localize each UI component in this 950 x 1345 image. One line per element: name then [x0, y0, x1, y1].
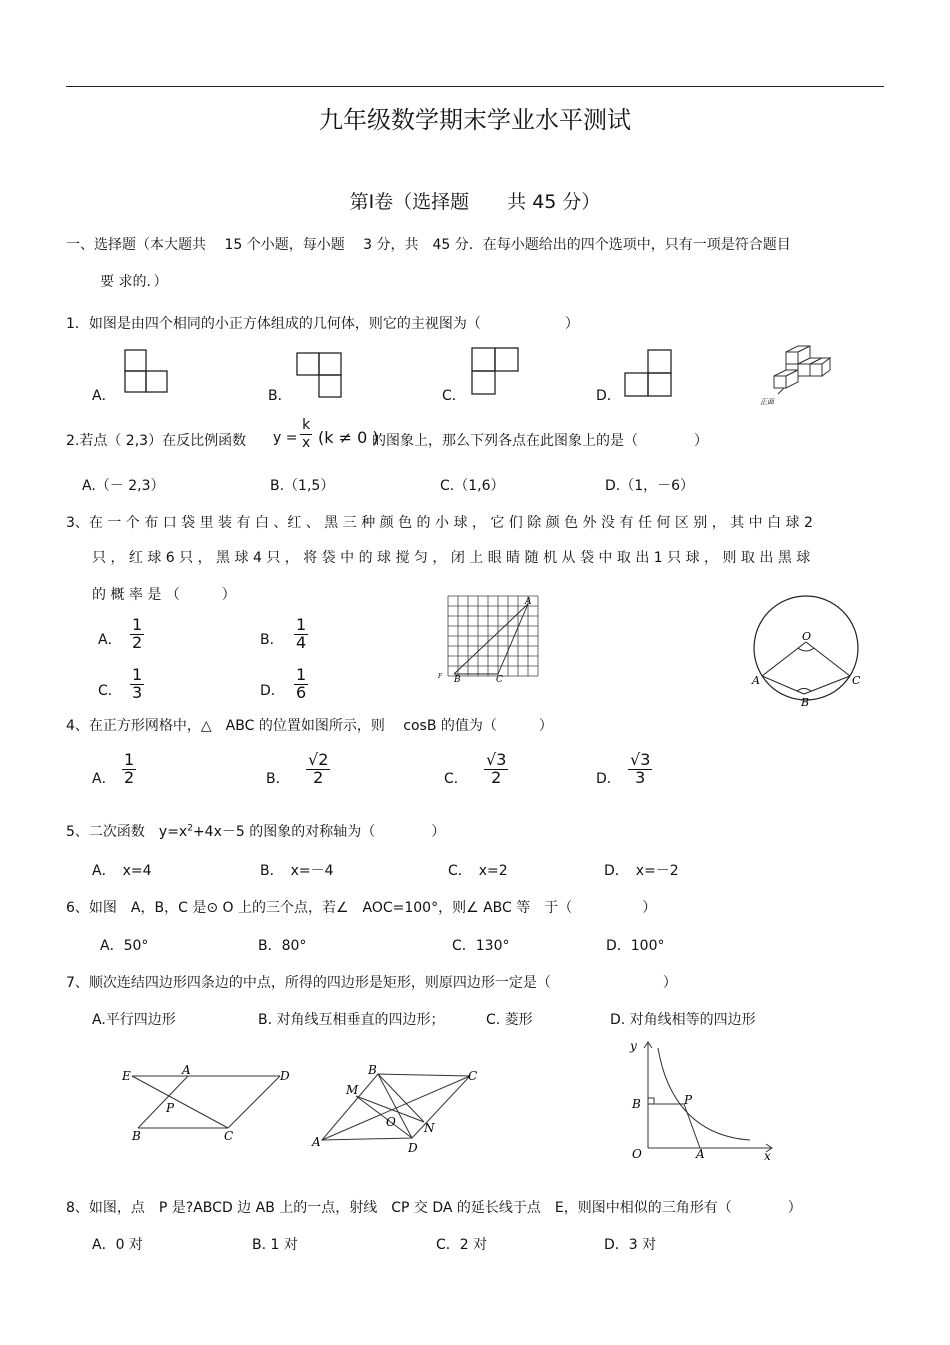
- hyper-label-b: B: [632, 1097, 641, 1111]
- q2-frac-den: x: [302, 434, 311, 451]
- q4-a-num: 1: [124, 750, 135, 769]
- q2-option-c: C.（1,6）: [440, 478, 505, 494]
- q3-option-b-frac: [294, 617, 308, 652]
- q8-option-c: C．2 对: [436, 1237, 488, 1253]
- circle-label-c: C: [852, 674, 861, 687]
- q3-option-b-label: B．: [260, 632, 284, 648]
- q8-option-a: A．0 对: [92, 1237, 143, 1253]
- q6-option-b: B．80°: [258, 938, 307, 954]
- rhombus-label-d: D: [408, 1141, 418, 1155]
- q4-d-num: √3: [630, 750, 651, 769]
- q1-text: 1．如图是由四个相同的小正方体组成的几何体，则它的主视图为（ ）: [66, 316, 579, 332]
- section-heading-cont: 要 求的．）: [100, 274, 168, 290]
- circle-label-a: A: [752, 674, 760, 687]
- q3-line3: 的 概 率 是 （ ）: [92, 587, 236, 603]
- q8-option-d: D．3 对: [604, 1237, 657, 1253]
- q3-c-num: 1: [132, 665, 143, 684]
- q8-text: 8、如图，点 P 是?ABCD 边 AB 上的一点，射线 CP 交 DA 的延长线于点 E，则图中相似的三角形有（ ）: [66, 1200, 802, 1216]
- rhombus-label-b: B: [368, 1063, 377, 1077]
- q2-text-start: 2.若点（ 2,3）在反比例函数: [66, 433, 247, 449]
- q3-d-den: 6: [296, 682, 307, 702]
- q6-option-c: C．130°: [452, 938, 510, 954]
- q2-option-d: D.（1，－6）: [605, 478, 695, 494]
- q3-option-d-frac: [294, 667, 308, 702]
- q1-solid-figure: [756, 342, 834, 408]
- q1-view-d-figure: [624, 348, 676, 398]
- q5-option-a: A． x=4: [92, 863, 152, 879]
- hyperbola-figure: [622, 1036, 782, 1162]
- q7-option-d: D. 对角线相等的四边形: [610, 1012, 756, 1028]
- q3-option-c-label: C．: [98, 683, 122, 699]
- grid-label-a: A: [525, 597, 532, 607]
- q7-text: 7、顺次连结四边形四条边的中点，所得的四边形是矩形，则原四边形一定是（ ）: [66, 975, 677, 991]
- q3-option-a-frac: [130, 617, 144, 652]
- hyper-label-y: y: [630, 1039, 637, 1053]
- q6-option-d: D．100°: [606, 938, 665, 954]
- page-title: 九年级数学期末学业水平测试: [319, 106, 631, 134]
- hyper-label-p: P: [684, 1093, 693, 1107]
- q8-option-b: B. 1 对: [252, 1237, 298, 1253]
- hyper-label-o: O: [632, 1147, 642, 1161]
- para-label-a: A: [182, 1063, 191, 1077]
- q3-a-num: 1: [132, 615, 143, 634]
- q4-b-den: 2: [313, 767, 324, 787]
- q1-option-d: D．: [596, 388, 621, 404]
- q3-b-num: 1: [296, 615, 307, 634]
- grid-label-b: B: [454, 675, 461, 685]
- q7-option-c: C. 菱形: [486, 1012, 533, 1028]
- q4-text: 4、在正方形网格中，△ ABC 的位置如图所示，则 cosB 的值为（ ）: [66, 718, 553, 734]
- q3-b-den: 4: [296, 632, 307, 652]
- grid-label-c: C: [496, 675, 503, 685]
- part-title: 第Ⅰ卷（选择题 共 45 分）: [349, 191, 601, 213]
- rhombus-figure: [308, 1060, 488, 1156]
- para-label-e: E: [122, 1069, 131, 1083]
- q4-d-den: 3: [635, 767, 646, 787]
- q5-superscript: 2: [187, 823, 193, 834]
- q3-line2: 只 ， 红 球 6 只 ， 黑 球 4 只 ， 将 袋 中 的 球 搅 匀 ， 闭 上 眼 睛 随 机 从 袋 中 取 出 1 只 球 ， 则 取 出 黑 球: [92, 550, 811, 566]
- q1-view-label: 正面: [760, 398, 774, 406]
- q4-b-num: √2: [308, 750, 329, 769]
- q3-option-a-label: A．: [98, 632, 122, 648]
- rhombus-label-a: A: [312, 1135, 321, 1149]
- q1-option-a: A．: [92, 388, 116, 404]
- rhombus-label-c: C: [468, 1069, 478, 1083]
- rhombus-label-o: O: [386, 1115, 396, 1129]
- hyper-label-x: x: [764, 1149, 771, 1162]
- rhombus-label-m: M: [346, 1083, 359, 1097]
- q7-option-a: A.平行四边形: [92, 1012, 176, 1028]
- q3-c-den: 3: [132, 682, 143, 702]
- q2-fraction: [300, 418, 312, 450]
- q5-text: [66, 821, 445, 841]
- q1-view-c-figure: [470, 346, 522, 396]
- q5-text-start: 5、二次函数 y=x: [66, 824, 188, 840]
- q3-option-d-label: D．: [260, 683, 285, 699]
- q7-option-b: B. 对角线互相垂直的四边形；: [258, 1012, 445, 1028]
- section-heading: 一、选择题（本大题共 15 个小题，每小题 3 分，共 45 分．在每小题给出的四个选项中，只有一项是符合题目: [66, 237, 791, 253]
- q3-line1: 3、在 一 个 布 口 袋 里 装 有 白 、红 、 黑 三 种 颜 色 的 小 球 ， 它 们 除 颜 色 外 没 有 任 何 区 别 ， 其 中 白 球 2: [66, 515, 813, 531]
- circle-figure: [748, 590, 868, 710]
- q5-option-d: D． x=－2: [604, 863, 679, 879]
- q1-option-c: C．: [442, 388, 466, 404]
- q4-a-den: 2: [124, 767, 135, 787]
- q4-option-c-label: C．: [444, 771, 468, 787]
- circle-label-o: O: [802, 630, 812, 643]
- hyper-label-a: A: [696, 1147, 705, 1161]
- para-label-p: P: [166, 1101, 175, 1115]
- q1-view-b-figure: [294, 350, 342, 398]
- q5-option-b: B． x=－4: [260, 863, 334, 879]
- header-rule: [66, 86, 884, 87]
- q4-option-a-frac: [122, 752, 136, 787]
- q6-text: 6、如图 A，B，C 是⊙ O 上的三个点，若∠ AOC=100°，则∠ ABC 等 于（ ）: [66, 900, 657, 916]
- q1-option-b: B．: [268, 388, 292, 404]
- rhombus-label-n: N: [424, 1121, 435, 1135]
- q3-a-den: 2: [132, 632, 143, 652]
- q2-text-end: 的图象上，那么下列各点在此图象上的是（ ）: [372, 433, 708, 449]
- q4-c-den: 2: [491, 767, 502, 787]
- q2-frac-num: k: [302, 417, 311, 433]
- q5-text-end: +4x－5 的图象的对称轴为（ ）: [192, 824, 446, 840]
- q2-option-a: A.（－ 2,3）: [82, 478, 165, 494]
- q4-option-d-label: D．: [596, 771, 621, 787]
- para-label-b: B: [132, 1129, 141, 1143]
- grid-label-f: F: [438, 673, 443, 680]
- q1-view-a-figure: [122, 348, 170, 396]
- parallelogram-figure: [118, 1062, 296, 1144]
- para-label-d: D: [280, 1069, 290, 1083]
- grid-figure: [436, 592, 546, 686]
- q4-c-num: √3: [486, 750, 507, 769]
- q2-func-lhs: y =: [273, 430, 298, 446]
- q5-option-c: C． x=2: [448, 863, 508, 879]
- circle-label-b: B: [801, 696, 810, 709]
- q4-option-a-label: A．: [92, 771, 116, 787]
- q4-option-b-label: B．: [266, 771, 290, 787]
- q4-option-d-frac: [628, 752, 652, 787]
- q3-option-c-frac: [130, 667, 144, 702]
- para-label-c: C: [224, 1129, 234, 1143]
- q2-option-b: B.（1,5）: [270, 478, 335, 494]
- q3-d-num: 1: [296, 665, 307, 684]
- q2-func-cond: (k ≠ 0 ): [318, 428, 379, 447]
- q6-option-a: A．50°: [100, 938, 149, 954]
- q4-option-b-frac: [306, 752, 330, 787]
- q4-option-c-frac: [484, 752, 508, 787]
